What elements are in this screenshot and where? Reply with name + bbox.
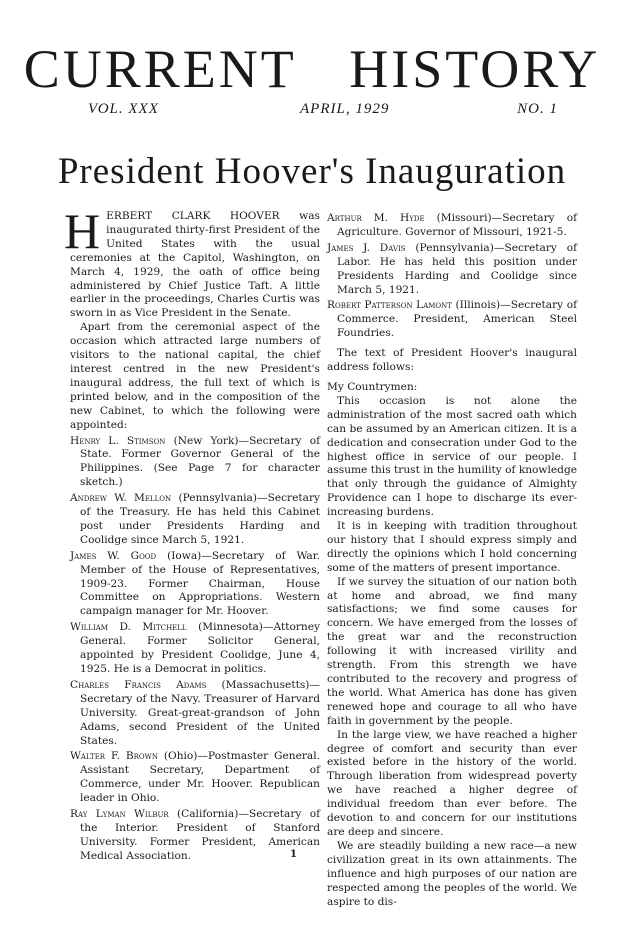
cabinet-name: Walter F. Brown [70,750,158,763]
salutation: My Countrymen: [327,380,418,393]
cabinet-desc: (New York)—Secretary of State. Former Governor General of the Philippines. (See Page 7 for character sketch.) [80,434,320,489]
cabinet-desc: (Pennsylvania)—Secretary of the Treasury. He has held this Cabinet post under Presidents Harding and Coolidge since March 5, 1921. [80,492,320,546]
issue-number: NO. 1 [517,101,558,117]
cabinet-name: Andrew W. Mellon [70,492,172,505]
cabinet-desc: (Ohio)—Postmaster General. Assistant Secretary, Department of Commerce, under Mr. Hoover. Republican leader in Ohio. [80,750,320,805]
cabinet-desc: (Minnesota)—Attorney General. Former Solicitor General, appointed by President Coolidge, June 4, 1925. He is a Democrat in politics. [80,621,320,675]
page-number: 1 [290,849,297,860]
address-paragraph: If we survey the situation of our nation both at home and abroad, we find many satisfactions; we find some causes for concern. We have emerged from the losses of the great war and the reconstruction following it with increased virility and strength. From this strength we have contributed to the recovery and progress of the world. What America has done has given renewed hope and courage to all who have faith in government by the people. [327,575,577,727]
cabinet-name: Arthur M. Hyde [327,212,425,224]
cabinet-entry [70,750,320,806]
intro-text: ERBERT CLARK HOOVER was inaugurated thirty-first President of the United States with the usual ceremonies at the Capitol, Washington, on March 4, 1929, the oath of office being administered by Chief Justice Taft. A little earlier in the proceedings, Charles Curtis was sworn in as Vice President in the Senate. [70,210,320,320]
cabinet-desc: (Missouri)—Secretary of Agriculture. Governor of Missouri, 1921-5. [337,212,577,238]
cabinet-entry [327,242,577,298]
cabinet-desc: (Pennsylvania)—Secretary of Labor. He has held this position under Presidents Harding and Coolidge since March 5, 1921. [337,241,577,296]
cabinet-desc: (Iowa)—Secretary of War. Member of the House of Representatives, 1909-23. Former Chairman, House Committee on Appropriations. Western campaign manager for Mr. Hoover. [80,549,320,618]
address-paragraph: This occasion is not alone the administration of the most sacred oath which can be assumed by an American citizen. It is a dedication and consecration under God to the highest office in service of our people. I assume this trust in the humility of knowledge that only through the guidance of Almighty Providence can I hope to discharge its ever-increasing burdens. [327,394,577,519]
cabinet-name: Charles Francis Adams [70,678,207,691]
cabinet-entry [327,299,577,341]
cabinet-name: Ray Lyman Wilbur [70,808,169,821]
issue-date: APRIL, 1929 [300,101,390,117]
article-title: President Hoover's Inauguration [57,151,567,192]
cabinet-desc: (Illinois)—Secretary of Commerce. President, American Steel Foundries. [337,299,577,340]
volume-label: VOL. XXX [88,101,159,117]
cabinet-entry [70,808,320,864]
cabinet-desc: (California)—Secretary of the Interior. President of Stanford University. Former President, American Medical Association. [80,808,320,862]
cabinet-entry [327,212,577,240]
cabinet-name: Henry L. Stimson [70,434,166,447]
cabinet-name: James W. Good [70,549,157,562]
cabinet-entry [70,550,320,620]
left-column [64,203,320,864]
right-column [327,210,577,909]
address-paragraph: It is in keeping with tradition throughout our history that I should express simply and directly the opinions which I hold concerning some of the matters of present importance. [327,520,577,574]
cabinet-entry [70,621,320,677]
paragraph-2: Apart from the ceremonial aspect of the occasion which attracted large numbers of visitors to the national capital, the chief interest centred in the new President's inaugural address, the full text of which is printed below, and in the composition of the new Cabinet, to which the following were appointed: [70,321,320,431]
cabinet-name: James J. Davis [327,241,406,254]
address-paragraph: In the large view, we have reached a higher degree of comfort and security than ever existed before in the history of the world. Through liberation from widespread poverty we have reached a higher degree of individual freedom than ever before. The devotion to and concern for our institutions are deep and sincere. [327,728,577,838]
cabinet-entry [70,679,320,749]
masthead-word-history: HISTORY [349,39,601,99]
address-paragraph: We are steadily building a new race—a new civilization great in its own attainments. The influence and high purposes of our nation are respected among the peoples of the world. We aspire to dis- [327,839,577,908]
cabinet-entry [70,435,320,491]
cabinet-desc: (Massachusetts)—Secretary of the Navy. Treasurer of Harvard University. Great-great-grandson of John Adams, second President of the United States. [80,678,320,747]
drop-cap: H [64,203,101,259]
cabinet-name: William D. Mitchell [70,621,187,634]
intro-paragraph [64,203,320,321]
masthead-word-current: CURRENT [23,39,297,99]
masthead-title [0,39,624,99]
address-intro: The text of President Hoover's inaugural address follows: [327,347,577,374]
cabinet-entry [70,492,320,548]
cabinet-name: Robert Patterson Lamont [327,299,452,312]
